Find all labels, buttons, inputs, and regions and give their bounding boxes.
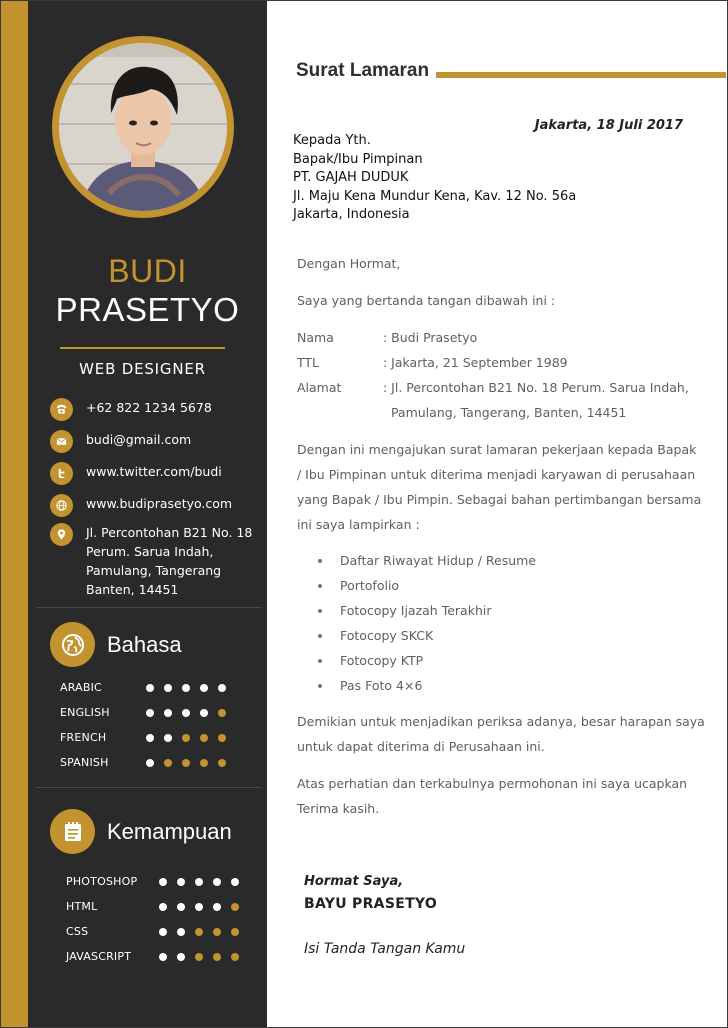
skill-row (28, 875, 267, 891)
rating-dot-filled (231, 878, 239, 886)
language-label: ARABIC (60, 681, 102, 694)
intro-text: Saya yang bertanda tangan dibawah ini : (297, 293, 556, 308)
sidebar-divider (36, 787, 261, 788)
rating-dot-filled (182, 684, 190, 692)
name-divider (60, 347, 225, 349)
paragraph-line: yang Bapak / Ibu Pimpin. Sebagai bahan pertimbangan bersama (297, 492, 702, 507)
rating-dot-empty (182, 734, 190, 742)
accent-strip (1, 1, 28, 1027)
rating-dot-filled (213, 878, 221, 886)
globe-icon (50, 622, 95, 667)
rating-dot-filled (146, 684, 154, 692)
language-rating (146, 759, 236, 767)
skills-title: Kemampuan (107, 818, 232, 844)
globe-icon (50, 494, 73, 517)
language-row (28, 681, 267, 697)
last-name: PRASETYO (55, 291, 240, 328)
rating-dot-filled (159, 928, 167, 936)
paragraph-line: Demikian untuk menjadikan periksa adanya, besar harapan saya (297, 714, 705, 729)
paragraph-line: Atas perhatian dan terkabulnya permohonan ini saya ucapkan (297, 776, 688, 791)
language-rating (146, 684, 236, 692)
field-label: TTL (297, 355, 320, 370)
rating-dot-filled (146, 709, 154, 717)
contact-address (50, 523, 252, 599)
languages-header (50, 622, 182, 667)
field-label: Nama (297, 330, 334, 345)
rating-dot-filled (146, 734, 154, 742)
recipient-line: Jl. Maju Kena Mundur Kena, Kav. 12 No. 56a (293, 188, 577, 204)
rating-dot-empty (213, 953, 221, 961)
field-value: Pamulang, Tangerang, Banten, 14451 (383, 405, 627, 420)
skill-row (28, 900, 267, 916)
contact-email-text: budi@gmail.com (86, 432, 192, 447)
letter-date: Jakarta, 18 Juli 2017 (534, 118, 683, 133)
location-pin-icon (50, 523, 73, 546)
contact-phone (50, 398, 212, 421)
rating-dot-empty (231, 928, 239, 936)
list-item: Portofolio (318, 573, 536, 598)
contact-address-text: Jl. Percontohan B21 No. 18 Perum. Sarua Indah, Pamulang, Tangerang Banten, 14451 (86, 525, 253, 597)
language-row (28, 731, 267, 747)
skill-label: CSS (66, 925, 89, 938)
list-item: Fotocopy KTP (318, 648, 536, 673)
rating-dot-filled (200, 709, 208, 717)
contact-website-text: www.budiprasetyo.com (86, 496, 233, 511)
paragraph-line: Dengan ini mengajukan surat lamaran pekerjaan kepada Bapak (297, 442, 697, 457)
paragraph-line: / Ibu Pimpinan untuk diterima menjadi karyawan di perusahaan (297, 467, 696, 482)
rating-dot-filled (218, 684, 226, 692)
paragraph-line: untuk dapat diterima di Perusahaan ini. (297, 739, 545, 754)
mail-icon (50, 430, 73, 453)
rating-dot-filled (159, 903, 167, 911)
field-value: : Jl. Percontohan B21 No. 18 Perum. Sarua Indah, (383, 380, 689, 395)
recipient-line: Kepada Yth. (293, 133, 371, 148)
signer-name: BAYU PRASETYO (304, 896, 438, 912)
recipient-line: PT. GAJAH DUDUK (293, 170, 409, 185)
rating-dot-filled (182, 709, 190, 717)
sidebar-divider (36, 607, 261, 608)
rating-dot-empty (200, 734, 208, 742)
contact-website (50, 494, 232, 517)
rating-dot-filled (164, 734, 172, 742)
skill-label: PHOTOSHOP (66, 875, 138, 888)
first-name: BUDI (108, 253, 187, 289)
rating-dot-filled (195, 878, 203, 886)
rating-dot-filled (177, 928, 185, 936)
rating-dot-empty (218, 759, 226, 767)
paragraph-1 (297, 437, 701, 537)
language-rating (146, 734, 236, 742)
profile-photo (52, 36, 234, 218)
sidebar (28, 1, 267, 1027)
rating-dot-filled (164, 709, 172, 717)
rating-dot-empty (200, 759, 208, 767)
skill-rating (159, 928, 249, 936)
title-accent-bar (436, 72, 726, 78)
language-rating (146, 709, 236, 717)
recipient-line: Jakarta, Indonesia (293, 207, 410, 222)
contact-email (50, 430, 191, 453)
rating-dot-filled (213, 903, 221, 911)
contact-twitter (50, 462, 222, 485)
recipient-line: Bapak/Ibu Pimpinan (293, 151, 423, 167)
profile-photo-illustration (59, 43, 227, 211)
contact-twitter-text: www.twitter.com/budi (86, 464, 222, 479)
languages-title: Bahasa (107, 631, 182, 657)
notepad-icon (50, 809, 95, 854)
language-row (28, 756, 267, 772)
rating-dot-filled (195, 903, 203, 911)
paragraph-line: ini saya lampirkan : (297, 517, 420, 532)
rating-dot-filled (200, 684, 208, 692)
twitter-icon (50, 462, 73, 485)
letter-title: Surat Lamaran (296, 60, 430, 81)
rating-dot-empty (164, 759, 172, 767)
rating-dot-filled (177, 878, 185, 886)
rating-dot-filled (146, 759, 154, 767)
paragraph-line: Terima kasih. (297, 801, 380, 816)
skill-label: HTML (66, 900, 98, 913)
field-value: : Jakarta, 21 September 1989 (383, 355, 568, 370)
signature-placeholder: Isi Tanda Tangan Kamu (304, 941, 466, 957)
job-title: WEB DESIGNER (79, 360, 206, 378)
paragraph-2 (297, 709, 705, 759)
rating-dot-filled (159, 878, 167, 886)
rating-dot-empty (218, 709, 226, 717)
skill-row (28, 925, 267, 941)
list-item: Fotocopy SKCK (318, 623, 536, 648)
list-item: Fotocopy Ijazah Terakhir (318, 598, 536, 623)
paragraph-3 (297, 771, 687, 821)
language-row (28, 706, 267, 722)
list-item: Daftar Riwayat Hidup / Resume (318, 548, 536, 573)
skill-label: JAVASCRIPT (66, 950, 132, 963)
skill-rating (159, 878, 249, 886)
rating-dot-filled (164, 684, 172, 692)
rating-dot-filled (177, 903, 185, 911)
contact-phone-text: +62 822 1234 5678 (86, 400, 212, 415)
field-label: Alamat (297, 380, 342, 395)
language-label: ENGLISH (60, 706, 110, 719)
skills-header (50, 809, 232, 854)
skill-rating (159, 953, 249, 961)
rating-dot-empty (182, 759, 190, 767)
list-item: Pas Foto 4×6 (318, 673, 536, 698)
rating-dot-empty (195, 953, 203, 961)
rating-dot-empty (195, 928, 203, 936)
greeting: Dengan Hormat, (297, 256, 401, 271)
phone-icon (50, 398, 73, 421)
rating-dot-empty (231, 903, 239, 911)
attachment-list (318, 548, 536, 698)
closing-salutation: Hormat Saya, (304, 874, 404, 889)
rating-dot-filled (159, 953, 167, 961)
rating-dot-empty (213, 928, 221, 936)
recipient-block (293, 132, 576, 225)
language-label: FRENCH (60, 731, 107, 744)
field-value: : Budi Prasetyo (383, 330, 478, 345)
skill-rating (159, 903, 249, 911)
rating-dot-empty (231, 953, 239, 961)
rating-dot-filled (177, 953, 185, 961)
language-label: SPANISH (60, 756, 109, 769)
skill-row (28, 950, 267, 966)
rating-dot-empty (218, 734, 226, 742)
